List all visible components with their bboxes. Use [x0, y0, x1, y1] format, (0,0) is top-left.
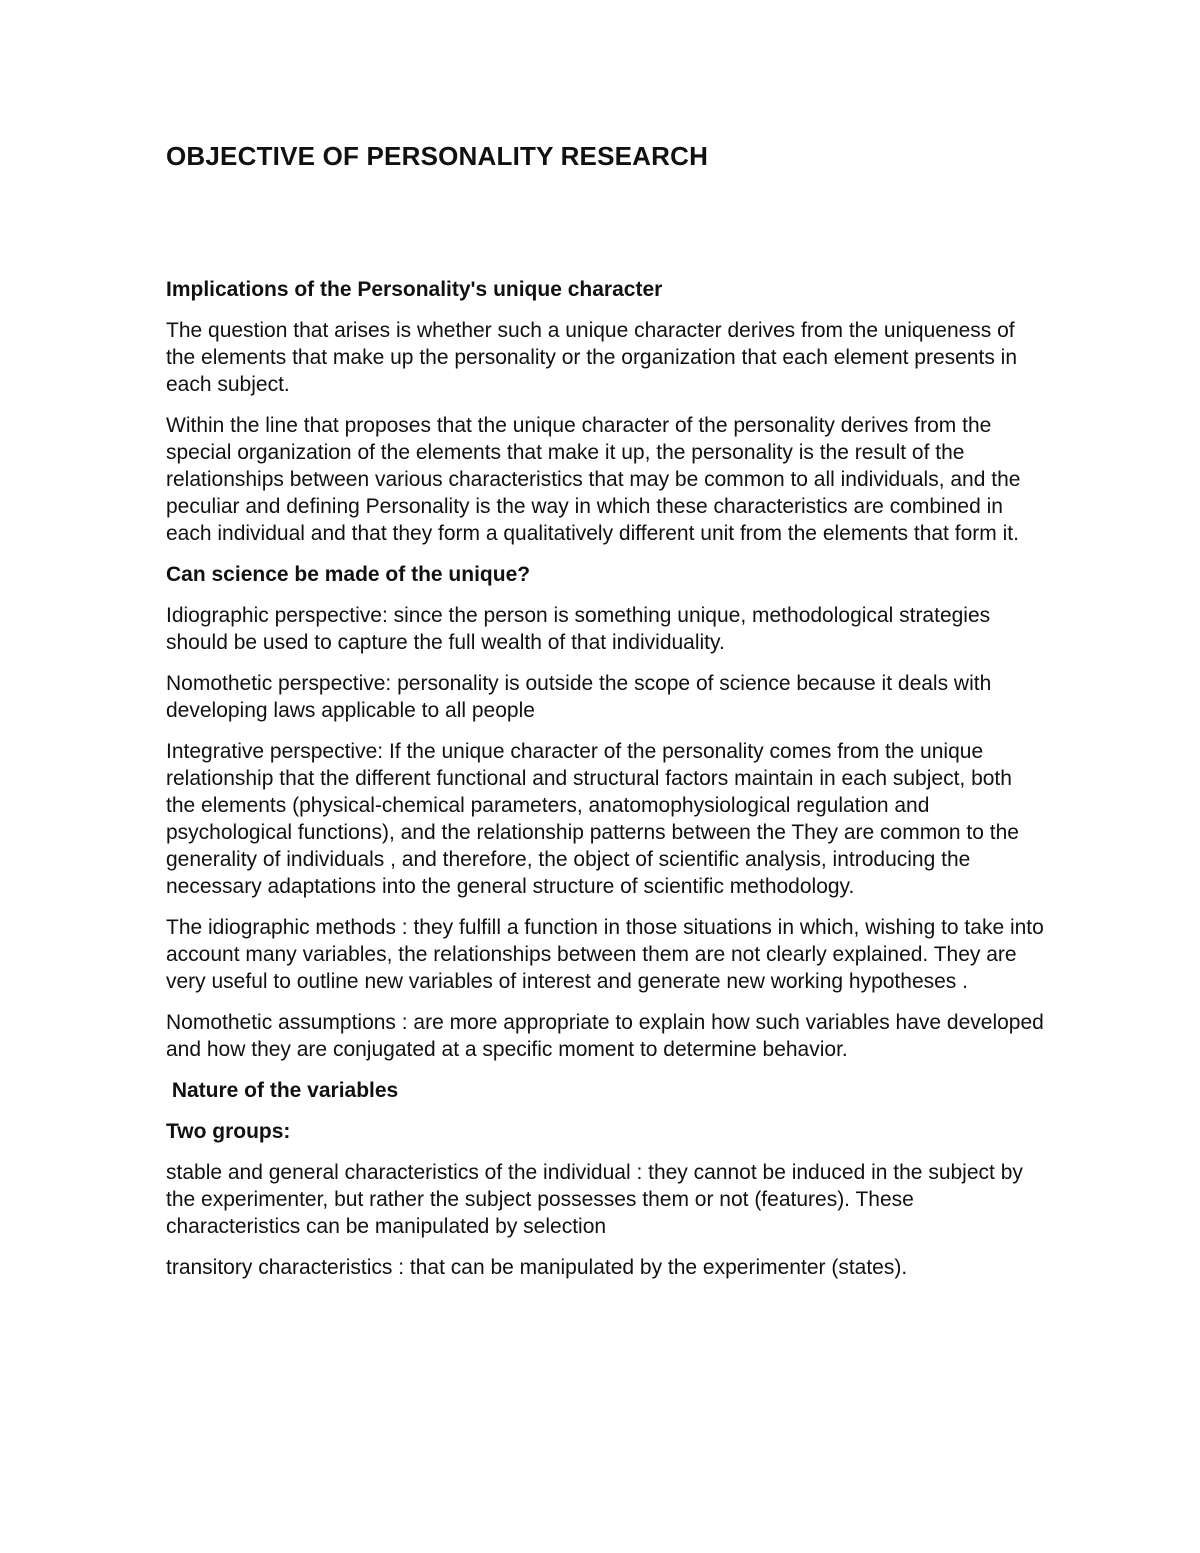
paragraph: Within the line that proposes that the unique character of the personality derives from the special organization of the elements that make it up, the personality is the result of the relationships between various characteristics that may be common to all individuals, and the peculiar and defining Personality is the way in which these characteristics are combined in each individual and that they form a qualitatively different unit from the elements that form it.: [166, 414, 1021, 545]
paragraph: stable and general characteristics of the individual : they cannot be induced in the subject by the experimenter, but rather the subject possesses them or not (features). These characteristics can be manipulated by selection: [166, 1161, 1023, 1238]
subheading-two-groups: Two groups:: [166, 1120, 291, 1143]
paragraph: Nomothetic perspective: personality is outside the scope of science because it deals with developing laws applicable to all people: [166, 672, 992, 722]
paragraph: Integrative perspective: If the unique character of the personality comes from the unique relationship that the different functional and structural factors maintain in each subject, both the elements (physical-chemical parameters, anatomophysiological regulation and psychological functions), and the relationship patterns between the They are common to the generality of individuals , and therefore, the object of scientific analysis, introducing the necessary adaptations into the general structure of scientific methodology.: [166, 740, 1019, 898]
section-heading-implications: Implications of the Personality's unique character: [166, 278, 663, 301]
paragraph: The idiographic methods : they fulfill a function in those situations in which, wishing to take into account many variables, the relationships between them are not clearly explained. They are very useful to outline new variables of interest and generate new working hypotheses .: [166, 916, 1044, 993]
document-body: [166, 139, 1046, 1295]
paragraph: Idiographic perspective: since the person is something unique, methodological strategies should be used to capture the full wealth of that individuality.: [166, 604, 991, 654]
paragraph: Nomothetic assumptions : are more appropriate to explain how such variables have developed and how they are conjugated at a specific moment to determine behavior.: [166, 1011, 1044, 1061]
section-heading-science: Can science be made of the unique?: [166, 563, 531, 586]
paragraph: transitory characteristics : that can be manipulated by the experimenter (states).: [166, 1256, 908, 1279]
document-title: OBJECTIVE OF PERSONALITY RESEARCH: [166, 141, 709, 171]
section-heading-variables: Nature of the variables: [166, 1079, 399, 1102]
paragraph: The question that arises is whether such a unique character derives from the uniqueness of the elements that make up the personality or the organization that each element presents in each subject.: [166, 319, 1018, 396]
